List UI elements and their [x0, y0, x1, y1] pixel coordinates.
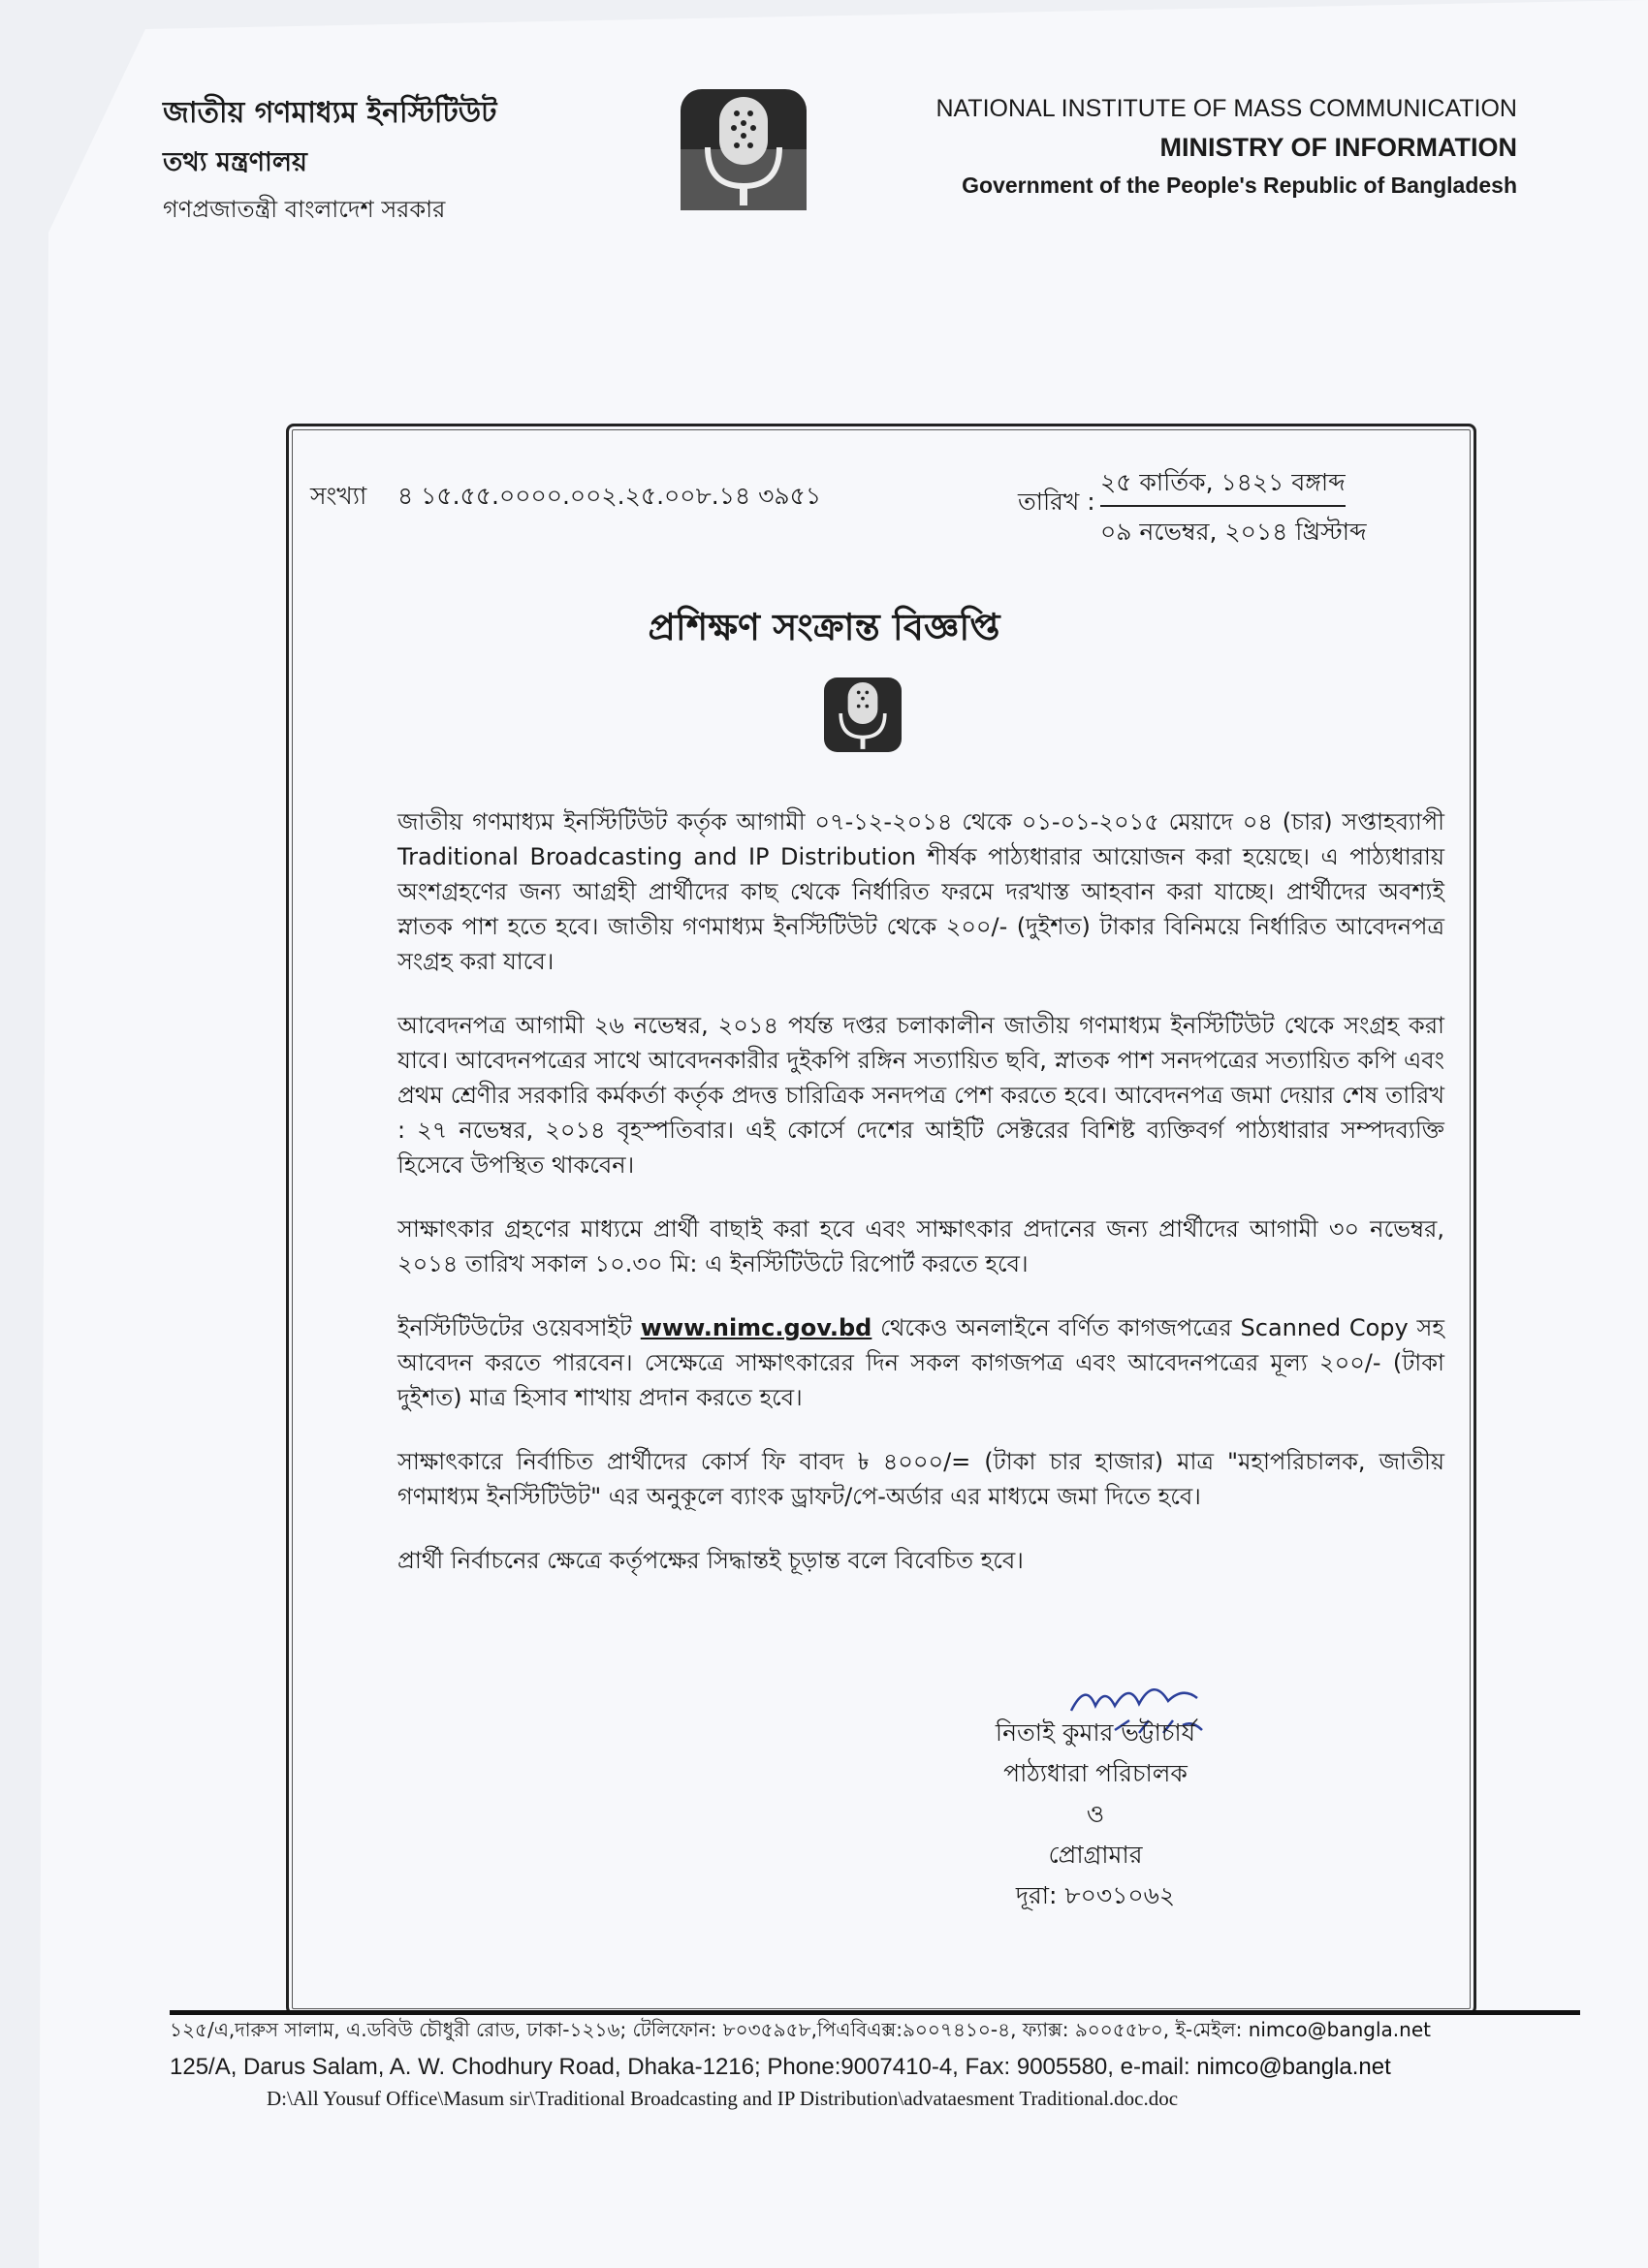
- signatory-and: ও: [1086, 1800, 1105, 1828]
- ministry-name-en: MINISTRY OF INFORMATION: [1159, 133, 1517, 162]
- signatory-phone: দূরা: ৮০৩১০৬২: [1015, 1881, 1176, 1909]
- footer: [170, 2016, 1556, 2111]
- reference-label: সংখ্যা: [310, 482, 367, 510]
- paragraph-decision: প্রার্থী নির্বাচনের ক্ষেত্রে কর্তৃপক্ষের সিদ্ধান্তই চূড়ান্ত বলে বিবেচিত হবে।: [397, 1547, 1024, 1574]
- signatory-name: নিতাই কুমার ভট্টাচার্য: [995, 1718, 1196, 1747]
- footer-address-bn: [170, 2016, 1556, 2048]
- signature-block: [950, 1672, 1241, 1916]
- website-text-before: ইনস্টিটিউটের ওয়েবসাইট: [397, 1314, 641, 1341]
- paragraph-application: আবেদনপত্র আগামী ২৬ নভেম্বর, ২০১৪ পর্যন্ত দপ্তর চলাকালীন জাতীয় গণমাধ্যম ইনস্টিটিউট থেকে সংগ্রহ করা যাবে। আবেদনপত্রের সাথে আবেদনকারীর দুইকপি রঙ্গিন সত্যায়িত ছবি, স্নাতক পাশ সনদপত্রের সত্যায়িত কপি এবং প্রথম শ্রেণীর সরকারি কর্মকর্তা কর্তৃক প্রদত্ত চারিত্রিক সনদপত্র পেশ করতে হবে। আবেদনপত্র জমা দেয়ার শেষ তারিখ : ২৭ নভেম্বর, ২০১৪ বৃহস্পতিবার। এই কোর্সে দেশের আইটি সেক্টরের বিশিষ্ট ব্যক্তিবর্গ পাঠ্যধারার সম্পদব্যক্তি হিসেবে উপস্থিত থাকবেন।: [397, 1012, 1444, 1179]
- date-label: তারিখ :: [1018, 488, 1095, 516]
- website-link[interactable]: www.nimc.gov.bd: [640, 1314, 872, 1341]
- paragraph-interview: সাক্ষাৎকার গ্রহণের মাধ্যমে প্রার্থী বাছাই করা হবে এবং সাক্ষাৎকার প্রদানের জন্য প্রার্থীদের আগামী ৩০ নভেম্বর, ২০১৪ তারিখ সকাল ১০.৩০ মি: এ ইনস্টিটিউটে রিপোর্ট করতে হবে।: [397, 1215, 1444, 1277]
- notice-body: [397, 804, 1444, 1607]
- signatory-role-2: প্রোগ্রামার: [1048, 1841, 1143, 1869]
- date-english: ০৯ নভেম্বর, ২০১৪ খ্রিস্টাব্দ: [1100, 518, 1367, 546]
- nimc-logo-small-icon: [824, 669, 902, 761]
- institute-name-en: NATIONAL INSTITUTE OF MASS COMMUNICATION: [935, 95, 1517, 122]
- footer-divider: [170, 2010, 1580, 2015]
- address-en-text: 125/A, Darus Salam, A. W. Chodhury Road, Dhaka-1216; Phone:9007410-4, Fax: 9005580, e-mail:: [170, 2054, 1197, 2080]
- government-name-bn: গণপ্রজাতন্ত্রী বাংলাদেশ সরকার: [163, 196, 446, 223]
- address-bn-text: ১২৫/এ,দারুস সালাম, এ.ডবিউ চৌধুরী রোড, ঢাকা-১২১৬; টেলিফোন: ৮০৩৫৯৫৮,পিএবিএক্স:৯০০৭৪১০-৪, ফ্যাক্স: ৯০০৫৫৮০, ই-মেইল:: [170, 2018, 1249, 2041]
- government-name-en: Government of the People's Republic of Bangladesh: [962, 173, 1517, 198]
- institute-name-bn: জাতীয় গণমাধ্যম ইনস্টিটিউট: [163, 96, 497, 130]
- email-link-en[interactable]: nimco@bangla.net: [1196, 2054, 1391, 2080]
- email-link-bn[interactable]: nimco@bangla.net: [1248, 2018, 1431, 2041]
- reference-number: [310, 477, 821, 519]
- paragraph-fee: সাক্ষাৎকারে নির্বাচিত প্রার্থীদের কোর্স ফি বাবদ ৳ ৪০০০/= (টাকা চার হাজার) মাত্র "মহাপরিচালক, জাতীয় গণমাধ্যম ইনস্টিটিউট" এর অনুকূলে ব্যাংক ড্রাফট/পে-অর্ডার এর মাধ্যমে জমা দিতে হবে।: [397, 1448, 1444, 1510]
- notice-title: প্রশিক্ষণ সংক্রান্ত বিজ্ঞপ্তি: [648, 606, 1000, 648]
- signatory-role-1: পাঠ্যধারা পরিচালক: [1003, 1759, 1188, 1787]
- paragraph-course: জাতীয় গণমাধ্যম ইনস্টিটিউট কর্তৃক আগামী ০৭-১২-২০১৪ থেকে ০১-০১-২০১৫ মেয়াদে ০৪ (চার) সপ্তাহব্যাপী Traditional Broadcasting and IP Distribution শীর্ষক পাঠ্যধারার আয়োজন করা হয়েছে। এ পাঠ্যধারায় অংশগ্রহণের জন্য আগ্রহী প্রার্থীদের কাছ থেকে নির্ধারিত ফরমে দরখাস্ত আহবান করা যাচ্ছে। প্রার্থীদের অবশ্যই স্নাতক পাশ হতে হবে। জাতীয় গণমাধ্যম ইনস্টিটিউট থেকে ২০০/- (দুইশত) টাকার বিনিময়ে নির্ধারিত আবেদনপত্র সংগ্রহ করা যাবে।: [397, 808, 1444, 975]
- footer-address-en: [170, 2054, 1556, 2081]
- ministry-name-bn: তথ্য মন্ত্রণালয়: [163, 147, 307, 177]
- nimc-logo-icon: [681, 89, 807, 210]
- reference-value: ৪ ১৫.৫৫.০০০০.০০২.২৫.০০৮.১৪ ৩৯৫১: [397, 482, 822, 510]
- header-bangla: [163, 89, 497, 231]
- file-path: D:\All Yousuf Office\Masum sir\Traditional Broadcasting and IP Distribution\advataesment Traditional.doc.doc: [267, 2087, 1179, 2110]
- paragraph-website: [397, 1310, 1444, 1415]
- date-bangla: ২৫ কার্তিক, ১৪২১ বঙ্গাব্দ: [1100, 463, 1346, 507]
- date-block: [1018, 463, 1367, 554]
- website-text-after: থেকেও অনলাইনে বর্ণিত কাগজপত্রের Scanned Copy সহ আবেদন করতে পারবেন। সেক্ষেত্রে সাক্ষাৎকারের দিন সকল কাগজপত্র এবং আবেদনপত্রের মূল্য ২০০/- (টাকা দুইশত) মাত্র হিসাব শাখায় প্রদান করতে হবে।: [397, 1314, 1444, 1411]
- header-english: [935, 95, 1517, 199]
